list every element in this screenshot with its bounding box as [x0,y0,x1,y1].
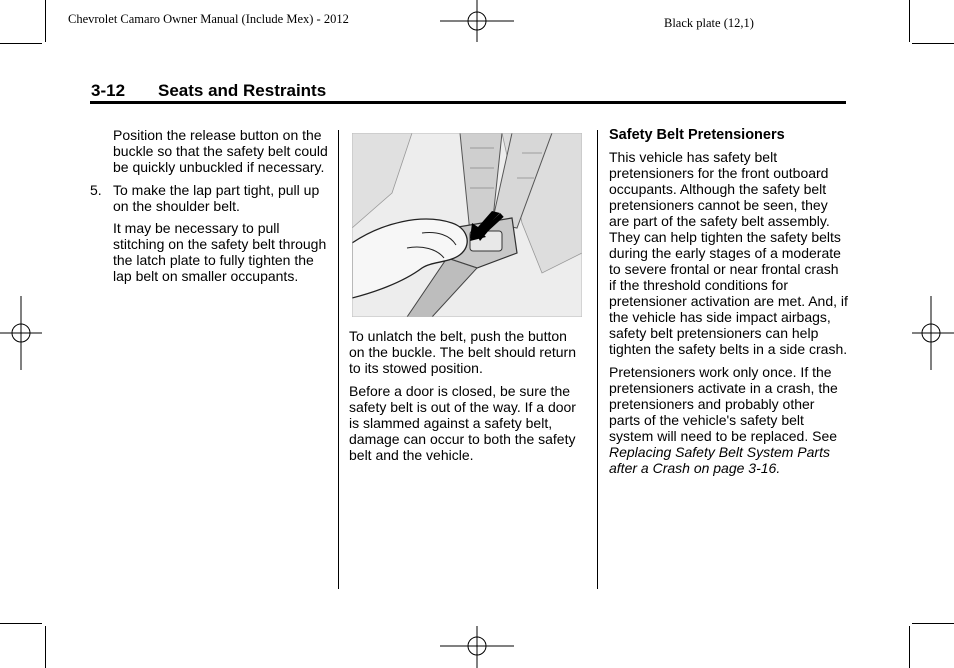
section-title: Seats and Restraints [158,81,327,100]
registration-mark [440,626,514,668]
paragraph: Position the release button on the buckle so that the safety belt could be quickly unbuckled if necessary. [113,127,328,175]
registration-mark [440,0,514,42]
column-2 [349,328,585,470]
crop-mark [909,626,910,668]
crop-mark [0,43,42,44]
paragraph: This vehicle has safety belt pretensioners for the front outboard occupants. Although the safety belt pretensioners cannot be seen, they are part of the safety belt assembly. They can help tighten the safety belts during the early stages of a moderate to severe frontal or near frontal crash if the threshold conditions for pretensioner activation are met. And, if the vehicle has side impact airbags, safety belt pretensioners can help tighten the safety belts in a side crash. [609,149,848,357]
document-header: Chevrolet Camaro Owner Manual (Include Mex) - 2012 [68,12,349,26]
crop-mark [909,0,910,42]
safety-belt-buckle-illustration [352,133,582,317]
list-text: To make the lap part tight, pull up on the shoulder belt. [113,182,320,214]
page-number: 3-12 [91,81,126,100]
crop-mark [912,43,954,44]
crop-mark [45,0,46,42]
list-item [90,182,331,214]
registration-mark [0,296,42,370]
paragraph: To unlatch the belt, push the button on the buckle. The belt should return to its stowed position. [349,328,577,376]
plate-label: Black plate (12,1) [664,16,754,30]
column-1 [90,127,331,291]
list-number: 5. [90,182,102,198]
subsection-heading: Safety Belt Pretensioners [609,127,785,143]
crop-mark [45,626,46,668]
registration-mark [912,296,954,370]
crop-mark [0,623,42,624]
paragraph [609,364,849,476]
paragraph: It may be necessary to pull stitching on the safety belt through the latch plate to fully tighten the lap belt on smaller occupants. [113,220,327,284]
paragraph-text: Pretensioners work only once. If the pretensioners activate in a crash, the pretensioners and probably other parts of the vehicle's safety belt system will need to be replaced. See [609,364,838,444]
crop-mark [912,623,954,624]
column-divider [338,130,339,589]
column-3 [609,127,849,483]
column-divider [597,130,598,589]
title-rule [90,101,846,104]
paragraph: Before a door is closed, be sure the safety belt is out of the way. If a door is slammed against a safety belt, damage can occur to both the safety belt and the vehicle. [349,383,576,463]
cross-reference-link[interactable]: Replacing Safety Belt System Parts after a Crash on page 3-16. [609,444,830,476]
